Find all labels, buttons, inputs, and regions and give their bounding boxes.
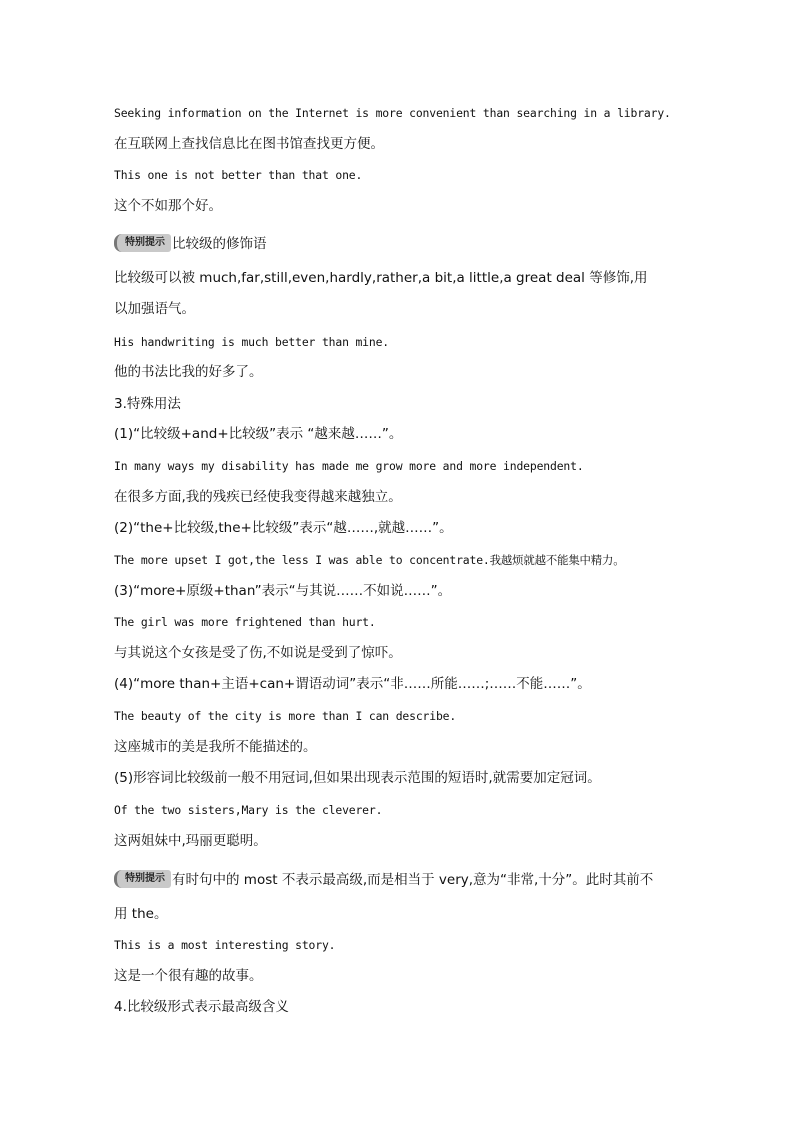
example-translation-zh: 在互联网上查找信息比在图书馆查找更方便。 [114,136,384,152]
example-sentence-en: This is a most interesting story. [114,938,336,952]
tip-text: 比较级的修饰语 [172,236,267,252]
example-sentence-en: His handwriting is much better than mine. [114,335,390,349]
example-translation-zh: 他的书法比我的好多了。 [114,364,263,380]
body-text: 比较级可以被 much,far,still,even,hardly,rather,a bit,a little,a great deal 等修饰,用 [114,270,648,286]
example-translation-zh: 这是一个很有趣的故事。 [114,968,263,984]
tip-text-continued: 用 the。 [114,906,168,922]
special-tip-badge: 特别提示 [114,870,171,888]
special-tip-badge: 特别提示 [114,234,171,252]
rule-item: (3)“more+原级+than”表示“与其说……不如说……”。 [114,583,452,599]
example-sentence-en: This one is not better than that one. [114,168,363,182]
rule-item: (5)形容词比较级前一般不用冠词,但如果出现表示范围的短语时,就需要加定冠词。 [114,770,601,786]
example-sentence-en: Of the two sisters,Mary is the cleverer. [114,803,383,817]
section-heading: 3.特殊用法 [114,396,181,412]
example-sentence-en: In many ways my disability has made me grow more and more independent. [114,459,584,473]
section-heading: 4.比较级形式表示最高级含义 [114,999,289,1015]
tip-paragraph [114,871,653,889]
example-translation-zh: 这个不如那个好。 [114,198,222,214]
rule-item: (4)“more than+主语+can+谓语动词”表示“非……所能……;……不能……”。 [114,676,591,692]
rule-item: (1)“比较级+and+比较级”表示 “越来越……”。 [114,426,403,442]
example-translation-zh: 在很多方面,我的残疾已经使我变得越来越独立。 [114,489,402,505]
rule-item: (2)“the+比较级,the+比较级”表示“越……,就越……”。 [114,520,453,536]
body-text: 以加强语气。 [114,301,195,317]
example-sentence-mixed: The more upset I got,the less I was able to concentrate.我越烦就越不能集中精力。 [114,553,625,567]
example-sentence-en: The girl was more frightened than hurt. [114,615,376,629]
example-translation-zh: 与其说这个女孩是受了伤,不如说是受到了惊吓。 [114,645,402,661]
example-sentence-en: Seeking information on the Internet is more convenient than searching in a library. [114,106,671,120]
example-translation-zh: 这座城市的美是我所不能描述的。 [114,739,317,755]
tip-paragraph [114,235,267,253]
example-translation-zh: 这两姐妹中,玛丽更聪明。 [114,833,267,849]
tip-text: 有时句中的 most 不表示最高级,而是相当于 very,意为“非常,十分”。此时其前不 [172,872,654,888]
example-sentence-en: The beauty of the city is more than I can describe. [114,709,457,723]
